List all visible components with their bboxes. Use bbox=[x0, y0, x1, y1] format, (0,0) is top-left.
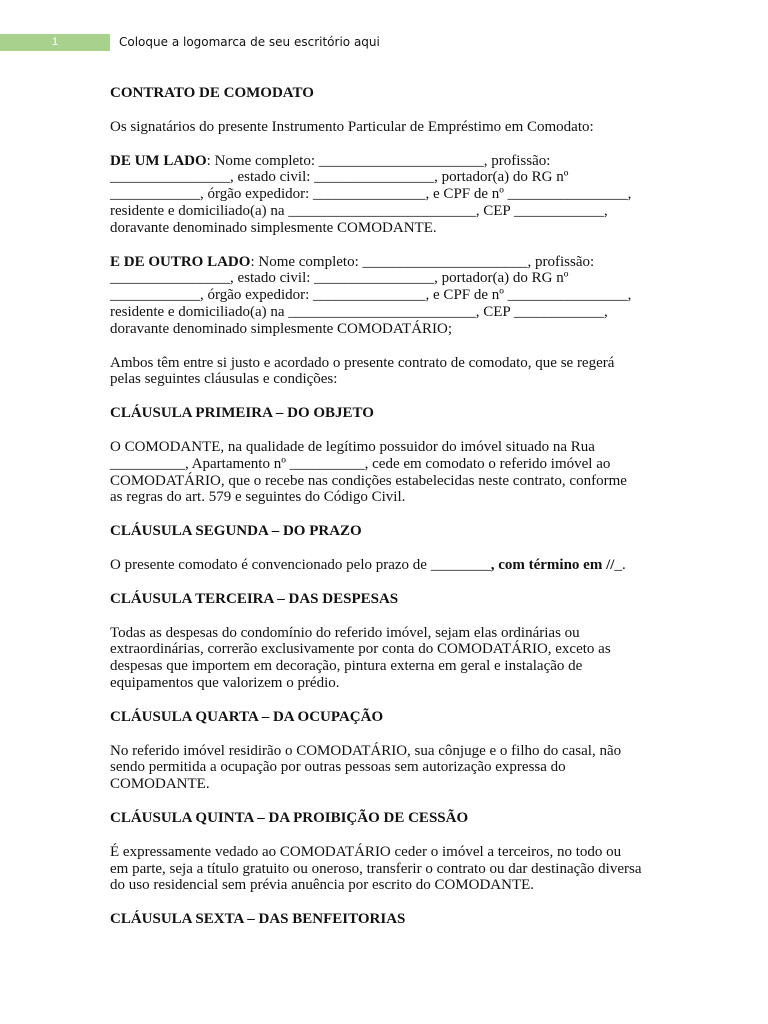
page-number-badge: 1 bbox=[0, 34, 110, 51]
clause3-line-1: Todas as despesas do condomínio do referido imóvel, sejam elas ordinárias ou bbox=[110, 624, 580, 641]
party2-line-1 bbox=[110, 254, 662, 271]
intro-paragraph: Os signatários do presente Instrumento Particular de Empréstimo em Comodato: bbox=[110, 118, 594, 135]
party1-label: DE UM LADO bbox=[110, 152, 207, 169]
clause5-line-3: do uso residencial sem prévia anuência por escrito do COMODANTE. bbox=[110, 877, 535, 894]
party1-line-1-text: : Nome completo: ______________________, profissão: bbox=[206, 152, 551, 169]
clause5-title: CLÁUSULA QUINTA – DA PROIBIÇÃO DE CESSÃO bbox=[110, 809, 469, 826]
clause5-line-1: É expressamente vedado ao COMODATÁRIO ceder o imóvel a terceiros, no todo ou bbox=[110, 843, 622, 860]
clause3-line-2: extraordinárias, correrão exclusivamente por conta do COMODATÁRIO, exceto as bbox=[110, 641, 611, 658]
clause4-line-1: No referido imóvel residirão o COMODATÁRIO, sua cônjuge e o filho do casal, não bbox=[110, 742, 622, 759]
party1-line-3: ____________, órgão expedidor: _______________, e CPF de nº ________________, bbox=[110, 186, 632, 203]
document-body bbox=[110, 85, 662, 945]
agreement-line-1: Ambos têm entre si justo e acordado o presente contrato de comodato, que se regerá bbox=[110, 354, 615, 371]
clause5-paragraph bbox=[110, 844, 662, 894]
clause4-paragraph bbox=[110, 743, 662, 793]
party2-label: E DE OUTRO LADO bbox=[110, 253, 251, 270]
party1-line-2: ________________, estado civil: ________________, portador(a) do RG nº bbox=[110, 169, 569, 186]
clause4-line-2: sendo permitida a ocupação por outras pessoas sem autorização expressa do bbox=[110, 759, 566, 776]
clause3-paragraph bbox=[110, 625, 662, 692]
party2-line-1-text: : Nome completo: ______________________, profissão: bbox=[250, 253, 595, 270]
clause2-text-start: O presente comodato é convencionado pelo prazo de ________ bbox=[110, 556, 491, 573]
party2-line-2: ________________, estado civil: ________________, portador(a) do RG nº bbox=[110, 270, 569, 287]
party1-line-5: doravante denominado simplesmente COMODANTE. bbox=[110, 219, 437, 236]
clause3-title: CLÁUSULA TERCEIRA – DAS DESPESAS bbox=[110, 590, 399, 607]
party1-line-4: residente e domiciliado(a) na _________________________, CEP ____________, bbox=[110, 202, 608, 219]
clause2-title: CLÁUSULA SEGUNDA – DO PRAZO bbox=[110, 523, 362, 540]
clause4-line-3: COMODANTE. bbox=[110, 776, 210, 793]
page-header bbox=[0, 34, 768, 51]
party2-line-5: doravante denominado simplesmente COMODATÁRIO; bbox=[110, 320, 453, 337]
clause1-line-1: O COMODANTE, na qualidade de legítimo possuidor do imóvel situado na Rua bbox=[110, 438, 595, 455]
clause4-title: CLÁUSULA QUARTA – DA OCUPAÇÃO bbox=[110, 708, 384, 725]
clause2-paragraph bbox=[110, 557, 662, 574]
clause1-line-3: COMODATÁRIO, que o recebe nas condições estabelecidas neste contrato, conforme bbox=[110, 472, 627, 489]
clause1-title: CLÁUSULA PRIMEIRA – DO OBJETO bbox=[110, 405, 374, 422]
clause2-text-end: _. bbox=[614, 556, 626, 573]
document-title: CONTRATO DE COMODATO bbox=[110, 85, 314, 101]
logo-placeholder-text[interactable]: Coloque a logomarca de seu escritório aqui bbox=[119, 35, 380, 49]
party1-paragraph bbox=[110, 153, 662, 237]
clause1-paragraph bbox=[110, 439, 662, 506]
agreement-line-2: pelas seguintes cláusulas e condições: bbox=[110, 371, 338, 388]
clause3-line-3: despesas que importem em decoração, pintura externa em geral e instalação de bbox=[110, 658, 583, 675]
clause1-line-2: __________, Apartamento nº __________, cede em comodato o referido imóvel ao bbox=[110, 455, 611, 472]
clause1-line-4: as regras do art. 579 e seguintes do Código Civil. bbox=[110, 489, 406, 506]
party1-line-1 bbox=[110, 153, 662, 170]
party2-line-3: ____________, órgão expedidor: _______________, e CPF de nº ________________, bbox=[110, 287, 632, 304]
clause6-title: CLÁUSULA SEXTA – DAS BENFEITORIAS bbox=[110, 911, 406, 928]
party2-line-4: residente e domiciliado(a) na _________________________, CEP ____________, bbox=[110, 303, 608, 320]
clause5-line-2: em parte, seja a título gratuito ou oneroso, transferir o contrato ou dar destinação diversa bbox=[110, 860, 642, 877]
party2-paragraph bbox=[110, 254, 662, 338]
agreement-paragraph bbox=[110, 355, 662, 389]
clause2-text-bold: , com término em // bbox=[490, 556, 615, 573]
clause3-line-4: equipamentos que valorizem o prédio. bbox=[110, 674, 340, 691]
